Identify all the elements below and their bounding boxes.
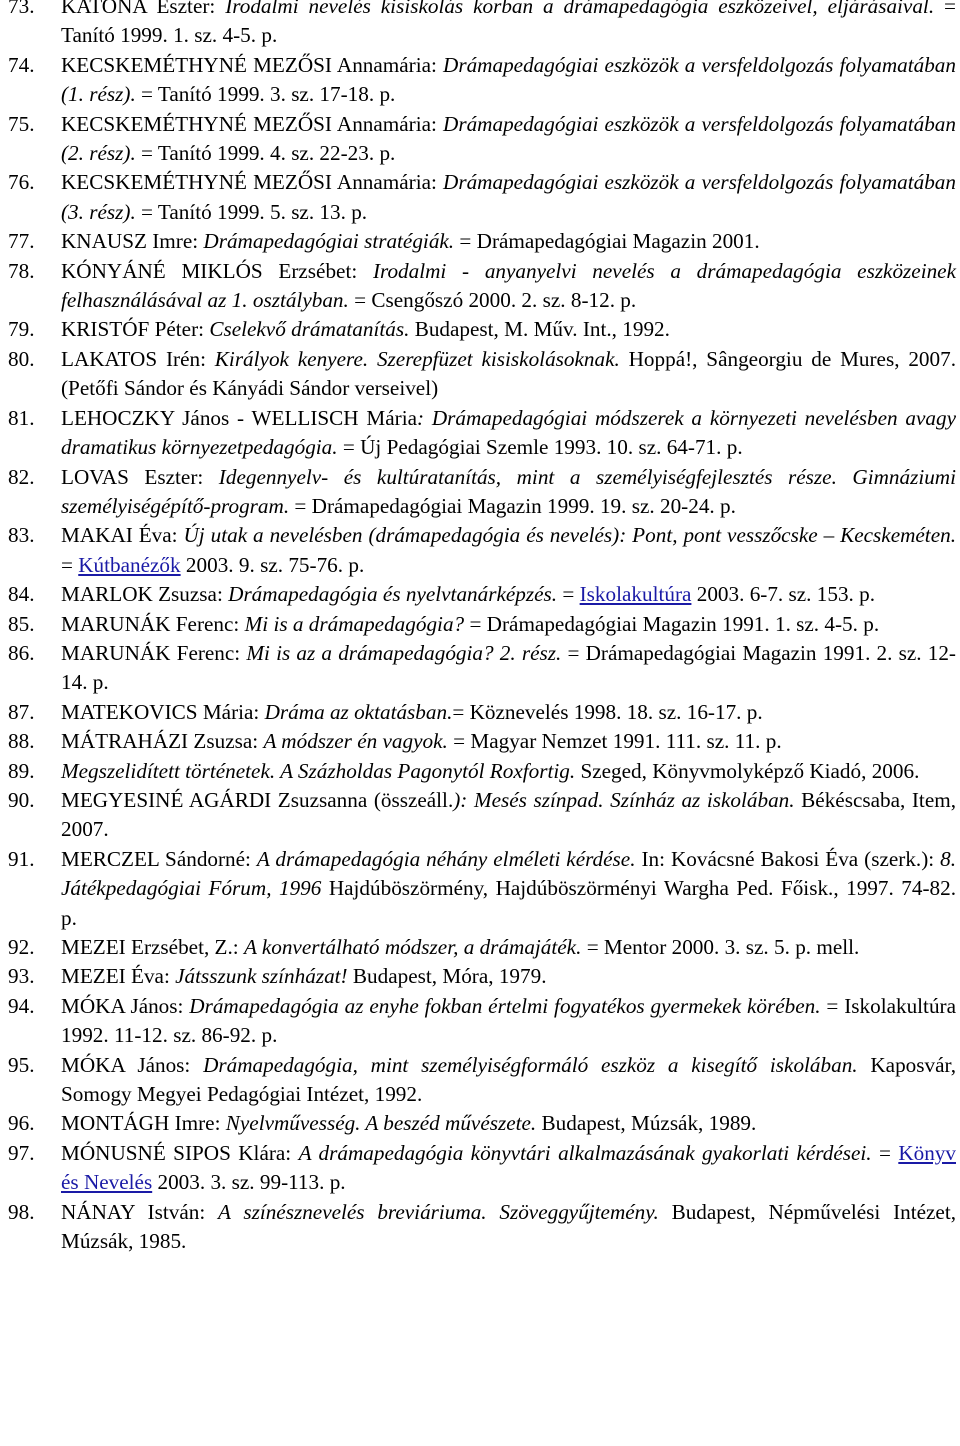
entry-segment: MÓKA János: [61, 1052, 204, 1077]
entry-number: 83. [8, 523, 35, 548]
bibliography-entry [0, 168, 960, 227]
entry-segment: Budapest, Múzsák, 1989. [536, 1111, 757, 1136]
entry-segment: KRISTÓF Péter: [61, 317, 210, 342]
entry-text [61, 757, 956, 786]
bibliography-entry [0, 51, 960, 110]
entry-segment: NÁNAY István: [61, 1199, 218, 1224]
entry-segment: MÓNUSNÉ SIPOS Klára: [61, 1140, 299, 1165]
bibliography-entry [0, 786, 960, 845]
entry-number: 94. [8, 993, 35, 1018]
entry-segment: KATONA Eszter: [61, 0, 226, 18]
entry-number: 92. [8, 935, 35, 959]
entry-text [61, 315, 956, 344]
bibliography-entry [0, 1051, 960, 1110]
bibliography-entry [0, 1109, 960, 1138]
entry-segment: 2003. 9. sz. 75-76. p. [180, 552, 365, 577]
entry-segment: Hoppá!, Sângeorgiu de Mures, 2007.(Petőfi Sándor és Kányádi Sándor verseivel) [61, 346, 956, 401]
entry-title: A módszer én vagyok. [263, 729, 448, 754]
entry-number: 87. [8, 699, 35, 724]
entry-segment: LOVAS Eszter: [61, 464, 219, 489]
bibliography-entry [0, 110, 960, 169]
bibliography-entry [0, 0, 960, 51]
entry-text [61, 404, 956, 463]
entry-segment: LEHOCZKY János - WELLISCH Mária [61, 405, 417, 430]
bibliography-entry [0, 315, 960, 344]
entry-segment: Kaposvár, Somogy Megyei Pedagógiai Intézet, 1992. [61, 1052, 957, 1107]
entry-text [61, 1051, 956, 1110]
entry-segment: MEZEI Éva: [61, 964, 176, 989]
entry-number: 76. [8, 170, 35, 195]
entry-number: 84. [8, 582, 35, 607]
entry-segment: MARUNÁK Ferenc: [61, 640, 247, 665]
entry-text [61, 227, 956, 256]
entry-segment: = Mentor 2000. 3. sz. 5. p. mell. [581, 935, 860, 959]
entry-number: 77. [8, 229, 35, 254]
entry-segment: = Köznevelés 1998. 18. sz. 16-17. p. [452, 699, 763, 724]
entry-title: Megszelidített történetek. A Százholdas Pagonytól Roxfortig. [61, 758, 576, 783]
entry-segment: MEGYESINÉ AGÁRDI Zsuzsanna (összeáll. [61, 787, 454, 812]
entry-segment: Budapest, Népművelési Intézet, Múzsák, 1985. [61, 1199, 957, 1254]
entry-number: 90. [8, 787, 35, 812]
entry-text [61, 463, 956, 522]
entry-segment: 2003. 6-7. sz. 153. p. [691, 582, 876, 607]
entry-title: : Drámapedagógiai módszerek a környezeti nevelésben avagy dramatikus környezetpedagógia. [61, 405, 956, 460]
entry-number: 97. [8, 1140, 35, 1165]
entry-text [61, 257, 956, 316]
entry-segment: KNAUSZ Imre: [61, 229, 204, 254]
entry-title: Irodalmi nevelés kisiskolás korban a drámapedagógia eszközeivel, eljárásaival. [225, 0, 935, 18]
entry-segment: = Tanító 1999. 5. sz. 13. p. [135, 199, 368, 224]
entry-text [61, 0, 956, 51]
entry-number: 80. [8, 346, 35, 371]
entry-segment: MÓKA János: [61, 993, 190, 1018]
bibliography-entry [0, 521, 960, 580]
entry-text [61, 610, 956, 639]
bibliography-entry [0, 639, 960, 698]
entry-text [61, 845, 956, 933]
journal-link[interactable]: Kútbanézők [78, 552, 181, 577]
entry-title: Új utak a nevelésben (drámapedagógia és nevelés): Pont, pont vesszőcske – Kecskeméten. [183, 523, 956, 548]
journal-link[interactable]: Iskolakultúra [579, 582, 692, 607]
entry-title: ): Mesés színpad. Színház az iskolában. [453, 787, 795, 812]
entry-number: 74. [8, 52, 35, 77]
entry-text [61, 727, 956, 756]
entry-segment: = Iskolakultúra 1992. 11-12. sz. 86-92. p. [61, 993, 957, 1048]
entry-number: 82. [8, 464, 35, 489]
entry-title: Idegennyelv- és kultúratanítás, mint a személyiségfejlesztés része. Gimnáziumi személyiségépítő-program. [61, 464, 956, 518]
entry-title: A drámapedagógia könyvtári alkalmazásának gyakorlati kérdései. [298, 1140, 872, 1165]
entry-text [61, 521, 956, 580]
entry-segment: = Drámapedagógiai Magazin 1991. 1. sz. 4-5. p. [464, 611, 880, 636]
entry-number: 98. [8, 1199, 35, 1224]
entry-segment: MONTÁGH Imre: [61, 1111, 226, 1136]
entry-segment: MATEKOVICS Mária: [61, 699, 265, 724]
entry-segment: KECSKEMÉTHYNÉ MEZŐSI Annamária: [61, 52, 444, 77]
entry-text [61, 962, 956, 991]
entry-segment: Budapest, Móra, 1979. [347, 964, 547, 989]
entry-segment: Budapest, M. Műv. Int., 1992. [409, 317, 670, 342]
bibliography-entry [0, 345, 960, 404]
entry-segment: = Tanító 1999. 4. sz. 22-23. p. [135, 141, 396, 166]
entry-segment: Békéscsaba, Item, 2007. [61, 787, 957, 842]
entry-title: Nyelvművesség. A beszéd művészete. [225, 1111, 537, 1136]
entry-title: A színésznevelés breviáriuma. Szöveggyűjtemény. [218, 1199, 659, 1224]
entry-segment: KÓNYÁNÉ MIKLÓS Erzsébet: [61, 258, 373, 283]
entry-segment: KECSKEMÉTHYNÉ MEZŐSI Annamária: [61, 170, 444, 195]
entry-text [61, 1139, 956, 1198]
entry-segment: = Tanító 1999. 3. sz. 17-18. p. [135, 82, 396, 107]
entry-segment: MARUNÁK Ferenc: [61, 611, 245, 636]
entry-segment: Hajdúböszörmény, Hajdúböszörményi Wargha Ped. Főisk., 1997. 74-82. p. [61, 876, 957, 930]
bibliography-entry [0, 1139, 960, 1198]
bibliography-entry [0, 757, 960, 786]
entry-title: Dráma az oktatásban. [264, 699, 453, 724]
entry-segment: Szeged, Könyvmolyképző Kiadó, 2006. [575, 758, 920, 783]
entry-segment: = Tanító 1999. 1. sz. 4-5. p. [61, 0, 956, 48]
entry-title: Drámapedagógia és nyelvtanárképzés. [228, 582, 558, 607]
entry-number: 91. [8, 846, 35, 871]
bibliography-entry [0, 933, 960, 962]
entry-title: Drámapedagógiai eszközök a versfeldolgozás folyamatában (1. rész). [61, 52, 956, 107]
entry-segment: In: Kovácsné Bakosi Éva (szerk.): [635, 846, 941, 871]
entry-text [61, 168, 956, 227]
entry-segment: = [871, 1140, 899, 1165]
entry-title: 8. Játékpedagógiai Fórum, 1996 [61, 846, 956, 901]
entry-text [61, 1109, 956, 1138]
entry-title: Mi is az a drámapedagógia? 2. rész. [246, 640, 562, 665]
entry-segment: KECSKEMÉTHYNÉ MEZŐSI Annamária: [61, 111, 444, 136]
entry-title: Cselekvő drámatanítás. [209, 317, 410, 342]
entry-number: 81. [8, 405, 35, 430]
entry-segment: = Új Pedagógiai Szemle 1993. 10. sz. 64-71. p. [337, 435, 743, 460]
entry-title: Drámapedagógia az enyhe fokban értelmi fogyatékos gyermekek körében. [189, 993, 821, 1018]
entry-segment: = [557, 582, 580, 607]
bibliography-entry [0, 698, 960, 727]
entry-number: 79. [8, 317, 35, 342]
bibliography-entry [0, 404, 960, 463]
entry-text [61, 345, 956, 404]
entry-segment: = Magyar Nemzet 1991. 111. sz. 11. p. [447, 729, 782, 754]
entry-text [61, 786, 956, 845]
entry-title: A konvertálható módszer, a drámajáték. [243, 935, 582, 959]
bibliography-entry [0, 463, 960, 522]
bibliography-entry [0, 962, 960, 991]
entry-number: 96. [8, 1111, 35, 1136]
bibliography-entry [0, 257, 960, 316]
entry-segment: = Csengőszó 2000. 2. sz. 8-12. p. [348, 288, 637, 313]
entry-text [61, 1198, 956, 1257]
entry-segment: = [61, 552, 79, 577]
entry-number: 93. [8, 964, 35, 989]
bibliography-entry [0, 1198, 960, 1257]
entry-number: 88. [8, 729, 35, 754]
entry-segment: MÁTRAHÁZI Zsuzsa: [61, 729, 264, 754]
entry-text [61, 51, 956, 110]
entry-title: Drámapedagógiai eszközök a versfeldolgozás folyamatában (2. rész). [61, 111, 956, 166]
entry-segment: 2003. 3. sz. 99-113. p. [152, 1170, 346, 1195]
bibliography-entry [0, 992, 960, 1051]
entry-text [61, 639, 956, 698]
bibliography-entry [0, 727, 960, 756]
entry-text [61, 698, 956, 727]
entry-segment: MARLOK Zsuzsa: [61, 582, 229, 607]
entry-number: 75. [8, 111, 35, 136]
entry-title: Mi is a drámapedagógia? [244, 611, 465, 636]
entry-text [61, 580, 956, 609]
entry-title: Irodalmi - anyanyelvi nevelés a drámapedagógia eszközeinek felhasználásával az 1. osztályban. [61, 258, 956, 313]
entry-segment: = Drámapedagógiai Magazin 1999. 19. sz. 20-24. p. [289, 493, 736, 518]
entry-number: 89. [8, 758, 35, 783]
entry-title: A drámapedagógia néhány elméleti kérdése. [256, 846, 636, 871]
entry-segment: = Drámapedagógiai Magazin 2001. [454, 229, 760, 254]
bibliography-entry [0, 227, 960, 256]
bibliography-entry [0, 845, 960, 933]
entry-number: 85. [8, 611, 35, 636]
entry-number: 78. [8, 258, 35, 283]
entry-segment: MEZEI Erzsébet, Z.: [61, 935, 244, 959]
entry-title: Drámapedagógia, mint személyiségformáló eszköz a kisegítő iskolában. [203, 1052, 858, 1077]
entry-text [61, 992, 956, 1051]
bibliography-entry [0, 580, 960, 609]
entry-segment: LAKATOS Irén: [61, 346, 215, 371]
entry-segment: = Drámapedagógiai Magazin 1991. 2. sz. 12-14. p. [61, 640, 956, 695]
entry-title: Királyok kenyere. Szerepfüzet kisiskolásoknak. [214, 346, 620, 371]
entry-title: Drámapedagógiai eszközök a versfeldolgozás folyamatában (3. rész). [61, 170, 956, 224]
entry-title: Drámapedagógiai stratégiák. [203, 229, 455, 254]
entry-number: 73. [8, 0, 35, 18]
journal-link[interactable]: Könyv és Nevelés [61, 1140, 956, 1195]
entry-segment: MERCZEL Sándorné: [61, 846, 257, 871]
entry-number: 95. [8, 1052, 35, 1077]
entry-title: Játsszunk színházat! [175, 964, 348, 989]
entry-text [61, 933, 956, 962]
entry-text [61, 110, 956, 169]
entry-segment: MAKAI Éva: [61, 523, 184, 548]
bibliography-entry [0, 610, 960, 639]
entry-number: 86. [8, 640, 35, 665]
